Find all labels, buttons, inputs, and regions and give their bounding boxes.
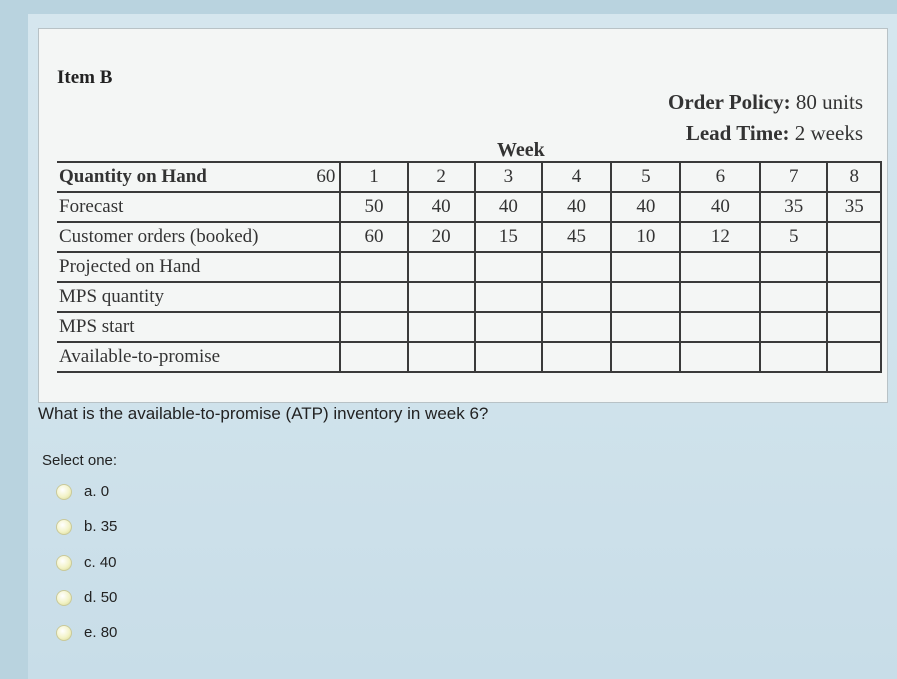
option-letter: d. bbox=[84, 589, 97, 606]
radio-button-icon[interactable] bbox=[56, 625, 72, 641]
question-text: What is the available-to-promise (ATP) inventory in week 6? bbox=[38, 404, 489, 423]
lead-time-value: 2 weeks bbox=[794, 121, 863, 145]
table-cell bbox=[827, 282, 881, 312]
mps-table bbox=[57, 161, 882, 373]
option-value: 35 bbox=[100, 518, 118, 535]
table-cell: 40 bbox=[408, 192, 475, 222]
option-letter: e. bbox=[84, 624, 97, 641]
table-cell bbox=[340, 252, 407, 282]
table-cell bbox=[542, 252, 611, 282]
row-label: Available-to-promise bbox=[57, 342, 340, 372]
lead-time bbox=[668, 118, 863, 149]
table-cell: 40 bbox=[542, 192, 611, 222]
table-cell bbox=[611, 252, 680, 282]
table-cell: 40 bbox=[475, 192, 542, 222]
week-header: 6 bbox=[680, 162, 760, 192]
radio-button-icon[interactable] bbox=[56, 555, 72, 571]
table-cell bbox=[340, 342, 407, 372]
option-letter: c. bbox=[84, 554, 96, 571]
table-cell: 60 bbox=[340, 222, 407, 252]
table-cell bbox=[611, 282, 680, 312]
table-cell bbox=[760, 312, 827, 342]
option-value: 0 bbox=[100, 483, 110, 500]
option-d[interactable] bbox=[56, 589, 117, 606]
table-cell bbox=[475, 342, 542, 372]
week-header: 2 bbox=[408, 162, 475, 192]
table-cell: 10 bbox=[611, 222, 680, 252]
table-cell bbox=[408, 312, 475, 342]
lead-time-label: Lead Time: bbox=[685, 121, 790, 145]
table-row-mps-start bbox=[57, 312, 881, 342]
table-cell: 40 bbox=[611, 192, 680, 222]
row-label: MPS start bbox=[57, 312, 340, 342]
radio-button-icon[interactable] bbox=[56, 484, 72, 500]
table-cell: 35 bbox=[827, 192, 881, 222]
qoh-value: 60 bbox=[316, 166, 336, 187]
radio-button-icon[interactable] bbox=[56, 519, 72, 535]
table-cell bbox=[611, 342, 680, 372]
option-e[interactable] bbox=[56, 624, 117, 641]
table-cell bbox=[408, 252, 475, 282]
table-row-mps-quantity bbox=[57, 282, 881, 312]
option-a[interactable] bbox=[56, 483, 109, 500]
table-cell bbox=[542, 282, 611, 312]
table-row-customer-orders bbox=[57, 222, 881, 252]
option-value: 40 bbox=[99, 554, 117, 571]
table-cell bbox=[827, 222, 881, 252]
option-b[interactable] bbox=[56, 518, 117, 535]
week-header: 4 bbox=[542, 162, 611, 192]
order-policy-label: Order Policy: bbox=[667, 90, 791, 114]
policy-block bbox=[668, 87, 863, 149]
row-label: Customer orders (booked) bbox=[57, 222, 340, 252]
table-cell bbox=[340, 312, 407, 342]
option-value: 50 bbox=[100, 589, 118, 606]
table-cell bbox=[760, 282, 827, 312]
table-cell bbox=[542, 342, 611, 372]
table-cell bbox=[542, 312, 611, 342]
table-row-forecast bbox=[57, 192, 881, 222]
row-label: MPS quantity bbox=[57, 282, 340, 312]
table-cell bbox=[475, 282, 542, 312]
table-row-projected-on-hand bbox=[57, 252, 881, 282]
week-header: 8 bbox=[827, 162, 881, 192]
option-letter: b. bbox=[84, 518, 97, 535]
table-cell: 15 bbox=[475, 222, 542, 252]
table-cell bbox=[408, 282, 475, 312]
week-header: 3 bbox=[475, 162, 542, 192]
table-cell bbox=[680, 342, 760, 372]
table-cell: 12 bbox=[680, 222, 760, 252]
table-cell bbox=[680, 252, 760, 282]
table-cell bbox=[827, 312, 881, 342]
week-header: 5 bbox=[611, 162, 680, 192]
item-title: Item B bbox=[57, 67, 113, 88]
radio-button-icon[interactable] bbox=[56, 590, 72, 606]
order-policy-value: 80 units bbox=[795, 90, 863, 114]
table-cell bbox=[340, 282, 407, 312]
week-header: 1 bbox=[340, 162, 407, 192]
row-label: Forecast bbox=[57, 192, 340, 222]
table-cell bbox=[408, 342, 475, 372]
qoh-label: Quantity on Hand bbox=[59, 166, 207, 187]
order-policy bbox=[668, 87, 863, 118]
select-one-label: Select one: bbox=[42, 452, 118, 469]
table-cell: 35 bbox=[760, 192, 827, 222]
table-cell bbox=[760, 342, 827, 372]
table-cell: 20 bbox=[408, 222, 475, 252]
row-label: Projected on Hand bbox=[57, 252, 340, 282]
table-cell: 5 bbox=[760, 222, 827, 252]
table-cell bbox=[827, 342, 881, 372]
option-letter: a. bbox=[84, 483, 97, 500]
table-row-quantity-on-hand bbox=[57, 162, 881, 192]
week-header: 7 bbox=[760, 162, 827, 192]
week-label: Week bbox=[497, 139, 545, 161]
option-c[interactable] bbox=[56, 554, 117, 571]
table-cell bbox=[475, 252, 542, 282]
table-cell bbox=[760, 252, 827, 282]
table-cell bbox=[680, 282, 760, 312]
qoh-cell bbox=[57, 162, 340, 192]
mps-figure bbox=[38, 28, 888, 403]
table-cell: 45 bbox=[542, 222, 611, 252]
mps-table-wrap bbox=[57, 161, 882, 401]
table-cell bbox=[680, 312, 760, 342]
table-row-available-to-promise bbox=[57, 342, 881, 372]
table-cell bbox=[475, 312, 542, 342]
table-cell bbox=[611, 312, 680, 342]
table-cell: 50 bbox=[340, 192, 407, 222]
table-cell: 40 bbox=[680, 192, 760, 222]
table-cell bbox=[827, 252, 881, 282]
option-value: 80 bbox=[100, 624, 118, 641]
